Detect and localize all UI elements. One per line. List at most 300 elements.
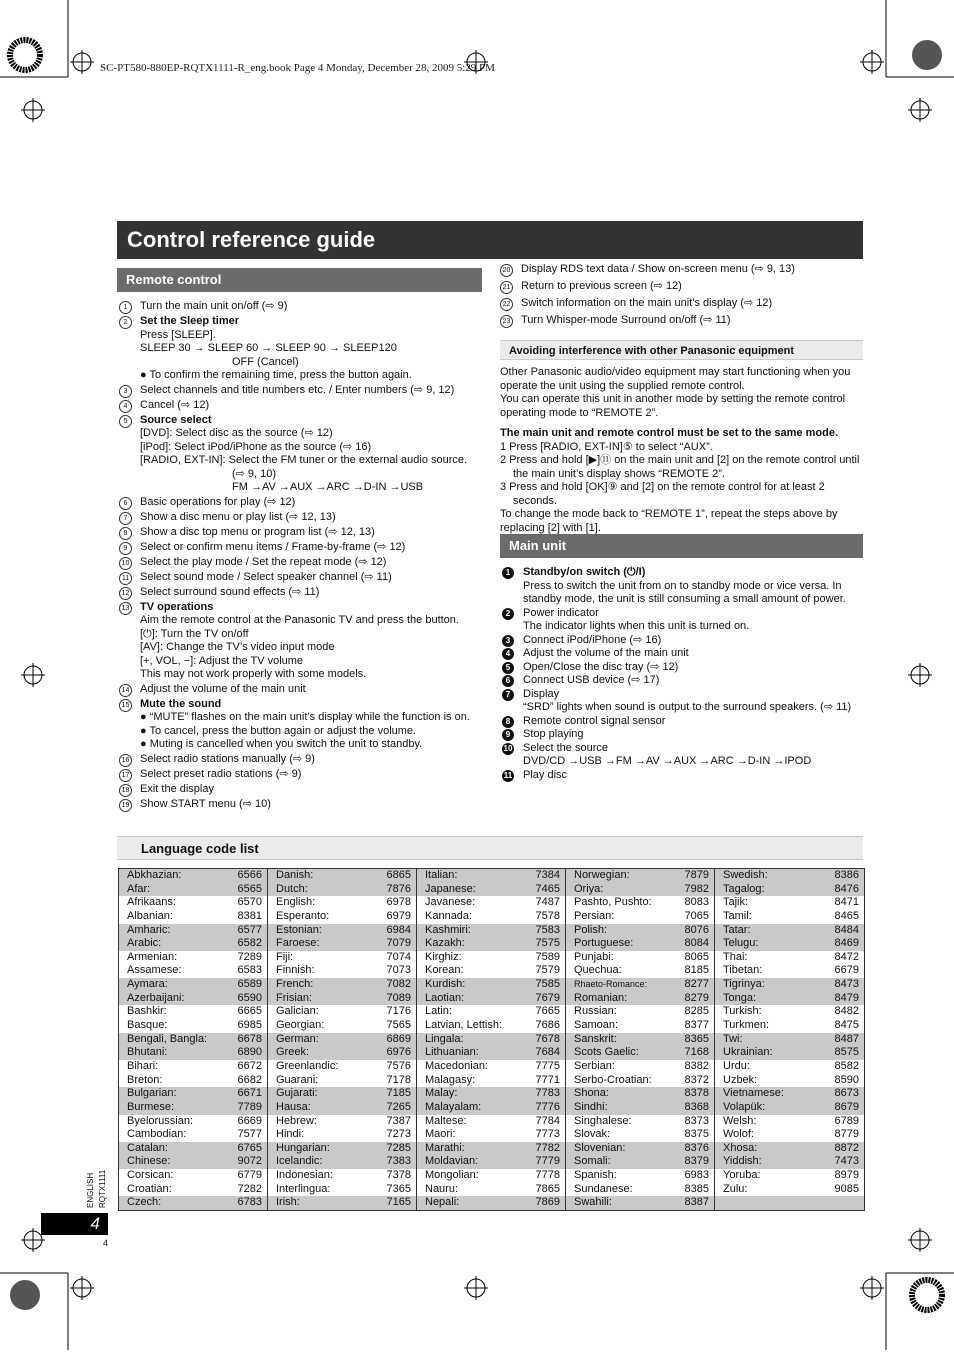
language-row: [566, 1019, 714, 1033]
item-label: Show a disc menu or play list (⇨ 12, 13): [140, 510, 336, 523]
language-name: Latin:: [425, 1005, 452, 1018]
item-number-icon: 14: [119, 683, 140, 697]
language-column: [566, 869, 715, 1210]
language-row: [119, 1196, 267, 1210]
language-code: 7065: [684, 909, 709, 922]
language-code: 7783: [535, 1087, 560, 1100]
language-row: [715, 1060, 864, 1074]
language-row: [417, 1183, 565, 1197]
language-code: 8365: [684, 1032, 709, 1045]
language-name: Volapük:: [723, 1100, 766, 1113]
language-name: Shona:: [574, 1087, 609, 1100]
language-row: [566, 1033, 714, 1047]
item-detail: [AV]: Change the TV’s video input mode: [140, 641, 335, 653]
language-name: Welsh:: [723, 1114, 757, 1127]
language-name: Laotian:: [425, 991, 465, 1004]
item-number-icon: 10: [119, 556, 140, 570]
language-row: [119, 937, 267, 951]
item-label: Switch information on the main unit’s display (⇨ 12): [521, 297, 773, 309]
language-row: [268, 964, 416, 978]
language-code: 8872: [834, 1141, 859, 1154]
language-row: [715, 924, 864, 938]
item-detail: This may not work properly with some models.: [140, 668, 367, 680]
language-name: Frisian:: [276, 991, 313, 1004]
language-row: [119, 1183, 267, 1197]
list-item: [119, 571, 484, 585]
language-row: [715, 992, 864, 1006]
language-row: [119, 1101, 267, 1115]
language-code: 7865: [535, 1182, 560, 1195]
language-row: [119, 896, 267, 910]
language-code: 7079: [386, 937, 411, 950]
item-number-icon: 7: [502, 688, 523, 715]
language-row: [715, 1196, 864, 1210]
language-code: 8382: [684, 1059, 709, 1072]
language-name: Lithuanian:: [425, 1046, 479, 1059]
language-code: 7686: [535, 1019, 560, 1032]
language-name: Ukrainian:: [723, 1046, 773, 1059]
language-code: 7282: [237, 1182, 262, 1195]
language-row: [566, 883, 714, 897]
language-row: [417, 1087, 565, 1101]
interference-paragraph-2: You can operate this unit in another mode by setting the remote control operating mode to “REMOTE 2”.: [500, 393, 846, 419]
language-row: [417, 964, 565, 978]
language-row: [715, 1005, 864, 1019]
language-name: Corsican:: [127, 1169, 174, 1182]
language-code: 6582: [237, 937, 262, 950]
list-item: [502, 715, 863, 729]
language-code: 7365: [386, 1182, 411, 1195]
language-code: 6671: [237, 1087, 262, 1100]
language-code: 7073: [386, 964, 411, 977]
item-label: Source select: [140, 413, 212, 426]
list-item: [119, 783, 484, 797]
language-row: [715, 1101, 864, 1115]
item-label: Adjust the volume of the main unit: [523, 647, 689, 659]
item-detail: [iPod]: Select iPod/iPhone as the source (⇨ 16): [140, 440, 372, 453]
language-code: 8376: [684, 1141, 709, 1154]
language-row: [417, 1169, 565, 1183]
language-code: 6869: [386, 1032, 411, 1045]
item-number-icon: 5: [119, 414, 140, 495]
list-item: [119, 683, 484, 697]
language-row: [715, 1074, 864, 1088]
language-code: 7577: [237, 1128, 262, 1141]
language-row: [417, 1128, 565, 1142]
item-number-icon: 21: [500, 280, 521, 294]
language-name: Lingala:: [425, 1032, 464, 1045]
language-row: [715, 1142, 864, 1156]
language-name: Abkhazian:: [127, 869, 182, 881]
interference-step-1: 1 Press [RADIO, EXT-IN]⑤ to select “AUX”.: [500, 440, 713, 453]
list-item: [119, 414, 484, 495]
language-code: 8471: [834, 896, 859, 909]
language-row: [119, 924, 267, 938]
language-code: 6783: [237, 1196, 262, 1209]
language-row: [119, 1169, 267, 1183]
language-name: Burmese:: [127, 1100, 175, 1113]
item-label: Exit the display: [140, 782, 214, 795]
language-name: Oriya:: [574, 882, 604, 895]
language-row: [566, 1128, 714, 1142]
language-code: 8385: [684, 1182, 709, 1195]
item-detail: ● Muting is cancelled when you switch the unit to standby.: [140, 738, 423, 750]
list-item: [119, 399, 484, 413]
language-row: [417, 1019, 565, 1033]
language-name: Kazakh:: [425, 937, 465, 950]
side-model-code: RQTX1111: [98, 1169, 107, 1208]
language-name: Sindhi:: [574, 1100, 608, 1113]
language-code: 8673: [834, 1087, 859, 1100]
language-name: Norwegian:: [574, 869, 630, 881]
language-row: [417, 951, 565, 965]
language-name: Amharic:: [127, 923, 171, 936]
language-name: Byelorussian:: [127, 1114, 194, 1127]
language-code: 7473: [834, 1155, 859, 1168]
language-code: 8479: [834, 991, 859, 1004]
language-name: Wolof:: [723, 1128, 754, 1141]
language-name: Hausa:: [276, 1100, 311, 1113]
item-label: Adjust the volume of the main unit: [140, 682, 306, 695]
language-code: 7779: [535, 1155, 560, 1168]
remote-control-heading: Remote control: [117, 268, 482, 292]
list-item: [119, 586, 484, 600]
language-code: 7378: [386, 1169, 411, 1182]
language-name: Yiddish:: [723, 1155, 762, 1168]
language-code: 7387: [386, 1114, 411, 1127]
item-number-icon: 5: [502, 661, 523, 675]
list-item: [502, 688, 863, 715]
language-name: Moldavian:: [425, 1155, 479, 1168]
language-code: 6779: [237, 1169, 262, 1182]
language-code: 7982: [684, 882, 709, 895]
item-number-icon: 16: [119, 753, 140, 767]
language-row: [268, 1155, 416, 1169]
language-row: [715, 978, 864, 992]
language-name: Telugu:: [723, 937, 759, 950]
language-name: Turkish:: [723, 1005, 762, 1018]
language-name: Finnish:: [276, 964, 315, 977]
language-name: Sundanese:: [574, 1182, 633, 1195]
language-name: Greek:: [276, 1046, 310, 1059]
language-row: [715, 964, 864, 978]
language-name: Uzbek:: [723, 1073, 758, 1086]
language-name: German:: [276, 1032, 319, 1045]
language-name: Maori:: [425, 1128, 456, 1141]
item-detail: “SRD” lights when sound is output to the surround speakers. (⇨ 11): [523, 701, 852, 713]
language-row: [715, 910, 864, 924]
language-code: 8185: [684, 964, 709, 977]
language-row: [268, 869, 416, 883]
language-row: [268, 951, 416, 965]
language-row: [417, 1046, 565, 1060]
item-number-icon: 4: [119, 399, 140, 413]
language-code: 6976: [386, 1046, 411, 1059]
item-label: Remote control signal sensor: [523, 714, 666, 727]
language-name: Tibetan:: [723, 964, 763, 977]
language-row: [566, 992, 714, 1006]
language-code: 8575: [834, 1046, 859, 1059]
language-row: [566, 1115, 714, 1129]
item-detail: Aim the remote control at the Panasonic TV and press the button.: [140, 614, 459, 626]
language-row: [417, 924, 565, 938]
language-name: Dutch:: [276, 882, 308, 895]
language-row: [268, 910, 416, 924]
language-name: Mongolian:: [425, 1169, 479, 1182]
item-number-icon: 3: [119, 384, 140, 398]
item-number-icon: 4: [502, 647, 523, 661]
language-row: [566, 1074, 714, 1088]
item-number-icon: 22: [500, 297, 521, 311]
list-item: [119, 526, 484, 540]
language-name: Indonesian:: [276, 1169, 333, 1182]
list-item: [119, 601, 484, 682]
language-row: [119, 1060, 267, 1074]
language-name: Bihari:: [127, 1059, 159, 1072]
language-code: 8472: [834, 950, 859, 963]
language-code: 8779: [834, 1128, 859, 1141]
language-name: Russian:: [574, 1005, 617, 1018]
list-item: [502, 769, 863, 783]
item-number-icon: 8: [502, 715, 523, 729]
language-row: [119, 1046, 267, 1060]
language-name: Scots Gaelic:: [574, 1046, 639, 1059]
language-code: 7789: [237, 1100, 262, 1113]
file-header: SC-PT580-880EP-RQTX1111-R_eng.book Page 4 Monday, December 28, 2009 5:29 PM: [100, 62, 495, 74]
language-code-heading: Language code list: [117, 836, 863, 860]
language-code: 7782: [535, 1141, 560, 1154]
item-number-icon: 2: [502, 607, 523, 634]
language-code: 8285: [684, 1005, 709, 1018]
language-code: 8375: [684, 1128, 709, 1141]
language-code: 6566: [237, 869, 262, 881]
language-row: [566, 1101, 714, 1115]
language-row: [566, 1142, 714, 1156]
language-name: Rhaeto-Romance:: [574, 979, 648, 990]
language-code: 8076: [684, 923, 709, 936]
item-detail: [DVD]: Select disc as the source (⇨ 12): [140, 427, 333, 439]
language-code: 7579: [535, 964, 560, 977]
language-code: 8378: [684, 1087, 709, 1100]
language-row: [566, 1183, 714, 1197]
interference-body: [500, 366, 863, 535]
language-name: Japanese:: [425, 882, 476, 895]
language-code: 6682: [237, 1073, 262, 1086]
language-code: 8679: [834, 1100, 859, 1113]
language-name: Georgian:: [276, 1019, 325, 1032]
language-row: [268, 1196, 416, 1210]
language-row: [715, 937, 864, 951]
item-number-icon: 9: [119, 541, 140, 555]
list-item: [119, 384, 484, 398]
language-name: Fiji:: [276, 950, 294, 963]
language-row: [119, 869, 267, 883]
language-code: 7165: [386, 1196, 411, 1209]
language-code: 7465: [535, 882, 560, 895]
item-number-icon: 3: [502, 634, 523, 648]
language-code: 6978: [386, 896, 411, 909]
language-row: [119, 1128, 267, 1142]
language-row: [566, 1169, 714, 1183]
language-row: [119, 1142, 267, 1156]
item-label: Display RDS text data / Show on-screen menu (⇨ 9, 13): [521, 263, 795, 275]
list-item: [502, 674, 863, 688]
language-row: [417, 937, 565, 951]
language-code: 8065: [684, 950, 709, 963]
language-row: [566, 1060, 714, 1074]
language-name: Kurdish:: [425, 978, 466, 991]
language-name: Italian:: [425, 869, 458, 881]
language-name: Kannada:: [425, 909, 473, 922]
language-code: 7384: [535, 869, 560, 881]
language-name: Romanian:: [574, 991, 628, 1004]
item-detail: (⇨ 9, 10): [232, 467, 277, 480]
language-name: Macedonian:: [425, 1059, 488, 1072]
language-row: [268, 896, 416, 910]
language-name: Icelandic:: [276, 1155, 323, 1168]
language-row: [566, 937, 714, 951]
language-name: Malayalam:: [425, 1100, 482, 1113]
language-row: [566, 964, 714, 978]
language-name: Guarani:: [276, 1073, 319, 1086]
main-unit-list: [502, 566, 863, 782]
language-code: 7383: [386, 1155, 411, 1168]
language-code: 7289: [237, 950, 262, 963]
language-row: [417, 1101, 565, 1115]
language-code: 7575: [535, 937, 560, 950]
language-row: [268, 1115, 416, 1129]
list-item: [119, 541, 484, 555]
language-row: [417, 1196, 565, 1210]
list-item: [119, 768, 484, 782]
language-name: Tagalog:: [723, 882, 765, 895]
language-row: [417, 869, 565, 883]
item-label: Power indicator: [523, 606, 599, 619]
language-name: Pashto, Pushto:: [574, 896, 652, 909]
language-code: 7589: [535, 950, 560, 963]
language-code: 6577: [237, 923, 262, 936]
language-code: 6985: [237, 1019, 262, 1032]
item-number-icon: 11: [503, 770, 513, 780]
item-number-icon: 17: [119, 768, 140, 782]
language-code: 6679: [834, 964, 859, 977]
language-code: 6669: [237, 1114, 262, 1127]
language-code: 7775: [535, 1059, 560, 1072]
language-name: Kashmiri:: [425, 923, 471, 936]
language-row: [119, 1115, 267, 1129]
item-label: Select preset radio stations (⇨ 9): [140, 767, 302, 780]
language-code: 7089: [386, 991, 411, 1004]
language-code: 6979: [386, 909, 411, 922]
item-label: Connect USB device (⇨ 17): [523, 674, 660, 686]
language-row: [268, 1033, 416, 1047]
language-code: 7578: [535, 909, 560, 922]
list-item: [500, 280, 863, 294]
language-name: Interlingua:: [276, 1182, 331, 1195]
language-name: Bulgarian:: [127, 1087, 177, 1100]
language-code: 8476: [834, 882, 859, 895]
item-number-icon: 8: [119, 526, 140, 540]
language-column: [715, 869, 864, 1210]
language-name: Singhalese:: [574, 1114, 632, 1127]
list-item: [502, 566, 863, 607]
language-name: Zulu:: [723, 1182, 748, 1195]
language-row: [715, 1046, 864, 1060]
language-code: 7082: [386, 978, 411, 991]
language-row: [566, 1046, 714, 1060]
language-code: 7273: [386, 1128, 411, 1141]
interference-step-3: 3 Press and hold [OK]⑨ and [2] on the remote control for at least 2 seconds.: [500, 481, 825, 507]
language-row: [268, 1019, 416, 1033]
language-row: [715, 869, 864, 883]
language-name: Portuguese:: [574, 937, 634, 950]
item-detail: SLEEP 30 → SLEEP 60 → SLEEP 90 → SLEEP120: [140, 342, 397, 354]
language-code: 8386: [834, 869, 859, 881]
language-row: [119, 1074, 267, 1088]
language-code: 9072: [237, 1155, 262, 1168]
language-code: 8582: [834, 1059, 859, 1072]
language-name: Slovenian:: [574, 1141, 626, 1154]
item-label: Connect iPod/iPhone (⇨ 16): [523, 633, 662, 646]
item-label: Show a disc top menu or program list (⇨ 12, 13): [140, 525, 375, 538]
item-detail: Press [SLEEP].: [140, 328, 216, 341]
language-row: [268, 924, 416, 938]
remote-control-list-continued: [500, 263, 863, 331]
language-code: 8387: [684, 1196, 709, 1209]
interference-paragraph-1: Other Panasonic audio/video equipment may start functioning when you operate the unit using the supplied remote control.: [500, 366, 851, 392]
language-name: Gujarati:: [276, 1087, 318, 1100]
language-name: Bhutani:: [127, 1046, 168, 1059]
language-name: Kirghiz:: [425, 950, 462, 963]
list-item: [119, 556, 484, 570]
language-code: 7178: [386, 1073, 411, 1086]
list-item: [119, 511, 484, 525]
language-name: Javanese:: [425, 896, 476, 909]
item-number-icon: 15: [119, 698, 140, 752]
language-code: 8368: [684, 1100, 709, 1113]
language-name: Vietnamese:: [723, 1087, 784, 1100]
language-name: Hungarian:: [276, 1141, 330, 1154]
item-detail: FM →AV →AUX →ARC →D-IN →USB: [232, 481, 424, 493]
language-row: [119, 1019, 267, 1033]
language-row: [566, 1196, 714, 1210]
language-code: 6678: [237, 1032, 262, 1045]
language-row: [268, 1046, 416, 1060]
language-code: 8469: [834, 937, 859, 950]
language-code: 7168: [684, 1046, 709, 1059]
item-number-icon: 23: [500, 314, 521, 328]
language-name: Turkmen:: [723, 1019, 770, 1032]
language-row: [566, 951, 714, 965]
language-code-table: [118, 868, 865, 1211]
language-code: 6984: [386, 923, 411, 936]
language-name: Samoan:: [574, 1019, 619, 1032]
list-item: [119, 496, 484, 510]
interference-step-2: 2 Press and hold [▶]⑪ on the main unit and [2] on the remote control until the main unit’s display shows “REMOTE 2”.: [500, 454, 860, 480]
language-name: Afrikaans:: [127, 896, 176, 909]
language-name: Polish:: [574, 923, 608, 936]
list-item: [502, 634, 863, 648]
item-label: Set the Sleep timer: [140, 315, 240, 327]
language-row: [715, 1128, 864, 1142]
language-row: [119, 1087, 267, 1101]
language-row: [268, 992, 416, 1006]
language-name: Tatar:: [723, 923, 751, 936]
item-label: Select surround sound effects (⇨ 11): [140, 585, 320, 598]
language-name: Quechua:: [574, 964, 622, 977]
item-number-icon: 12: [119, 586, 140, 600]
list-item: [502, 742, 863, 769]
